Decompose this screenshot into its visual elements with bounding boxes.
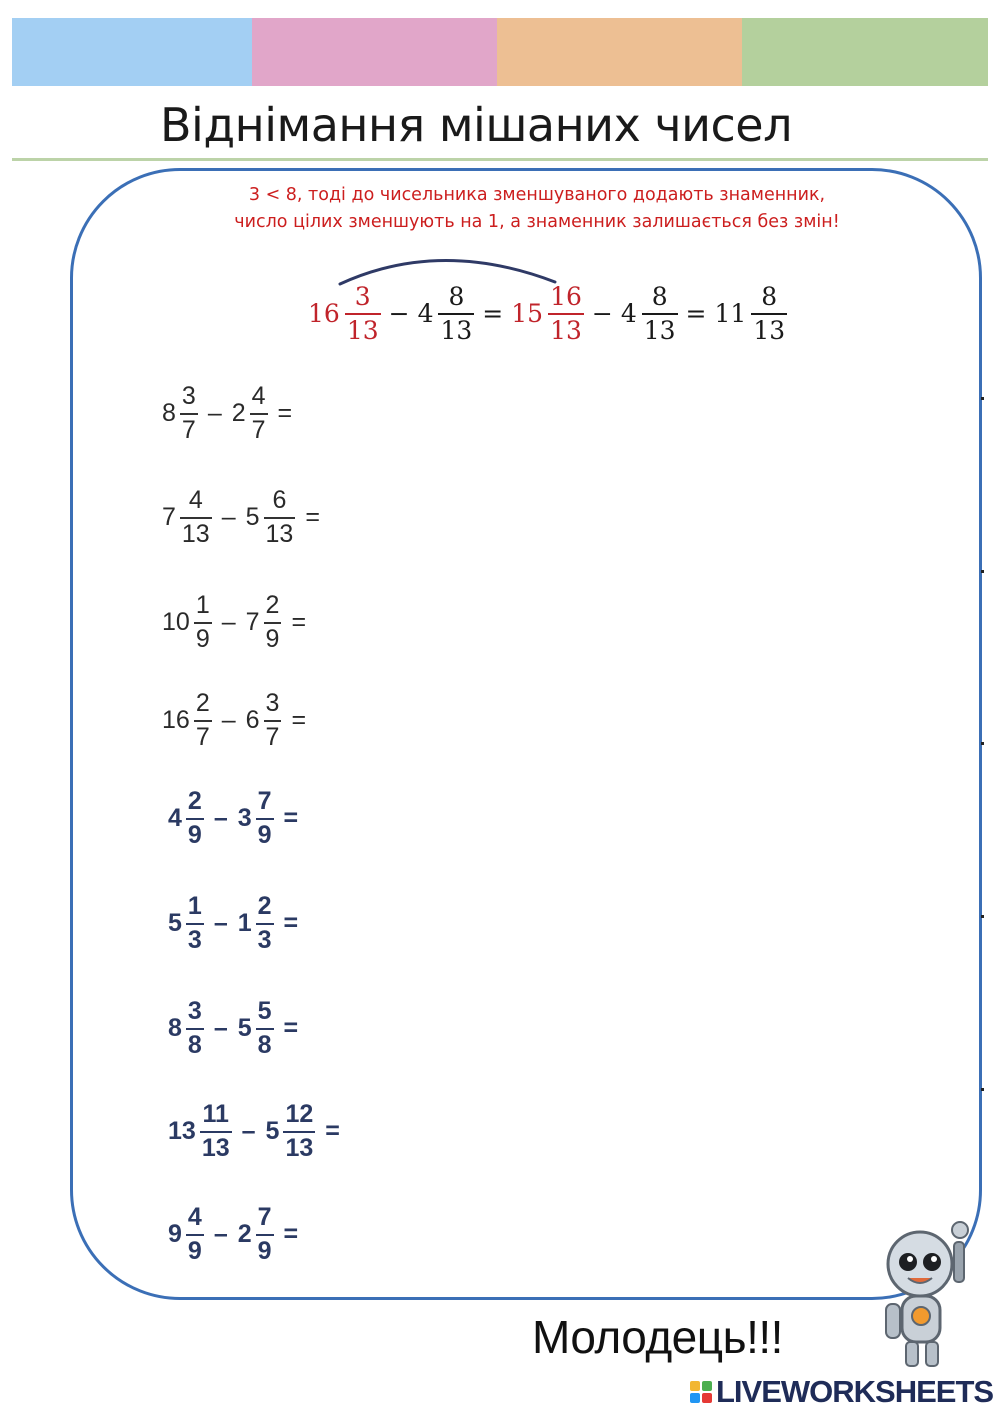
task-3 [162,592,312,653]
fraction-numerator: 6 [272,486,287,514]
liveworksheets-icon [690,1381,712,1403]
fraction-denominator: 7 [180,413,198,445]
margin-tick [981,397,984,400]
task-b-fraction [256,998,274,1059]
fraction-numerator: 1 [195,591,210,619]
task-a-whole: 8 [162,399,176,427]
example-equation [308,283,787,344]
fraction-denominator: 8 [186,1028,204,1060]
header-bar-blue [12,18,252,86]
example-minuend-whole: 16 [308,299,340,328]
margin-tick [981,915,984,918]
rule-line-2: число цілих зменшують на 1, а знаменник залишається без змін! [234,212,840,232]
rule-line-1: 3 < 8, тоді до чисельника зменшуваного додають знаменник, [248,185,826,205]
fraction-numerator: 3 [354,282,371,311]
borrow-arrow-path [340,260,555,284]
fraction-denominator: 9 [256,818,274,850]
minus-sign: – [213,1014,228,1042]
margin-tick [981,742,984,745]
margin-tick [981,570,984,573]
minus-sign: – [213,909,228,937]
equals-sign: = [291,608,307,636]
minus-sign: − [388,299,410,328]
praise-text: Молодець!!! [532,1311,783,1363]
task-b-fraction [264,690,282,751]
fraction-numerator: 4 [187,1203,202,1231]
minus-sign: – [213,804,228,832]
task-a-fraction [180,487,212,548]
task-a-fraction [194,592,212,653]
task-b-whole: 3 [237,804,252,832]
brand-text: LIVEWORKSHEETS [716,1374,994,1409]
page-title: Віднімання мішаних чисел [160,98,792,152]
task-b-fraction [256,893,274,954]
task-b-whole: 5 [245,503,260,531]
fraction-denominator: 9 [186,1234,204,1266]
example-minuend-fraction [345,283,381,344]
example-subtrahend2-fraction [642,283,678,344]
equals-sign: = [277,399,293,427]
fraction-numerator: 5 [257,997,272,1025]
fraction-numerator: 3 [181,382,196,410]
minus-sign: – [221,503,236,531]
task-b-whole: 7 [245,608,260,636]
example-subtrahend2-whole: 4 [620,299,637,328]
rule-text [192,182,882,236]
task-4 [162,690,312,751]
task-b-whole: 2 [231,399,246,427]
example-result-whole: 11 [714,299,747,328]
fraction-numerator: 2 [257,892,272,920]
fraction-numerator: 8 [448,282,465,311]
minus-sign: – [207,399,222,427]
task-b-whole: 5 [265,1117,280,1145]
margin-tick [981,1088,984,1091]
task-a-fraction [186,1204,204,1265]
minus-sign: – [221,608,236,636]
fraction-denominator: 13 [751,313,787,345]
task-a-whole: 9 [168,1220,182,1248]
task-a-fraction [194,690,212,751]
task-1 [162,383,298,444]
equals-sign: = [283,1220,299,1248]
fraction-numerator: 7 [257,787,272,815]
task-a-fraction [200,1101,232,1162]
equals-sign: = [291,706,307,734]
fraction-denominator: 13 [438,313,474,345]
fraction-denominator: 7 [250,413,268,445]
task-6 [168,893,304,954]
task-b-whole: 5 [237,1014,252,1042]
fraction-denominator: 9 [186,818,204,850]
fraction-numerator: 2 [195,689,210,717]
fraction-denominator: 13 [345,313,381,345]
example-result-fraction [751,283,787,344]
minus-sign: – [241,1117,256,1145]
task-a-fraction [186,998,204,1059]
fraction-numerator: 2 [187,787,202,815]
task-b-fraction [250,383,268,444]
task-5 [168,788,304,849]
task-a-whole: 10 [162,608,190,636]
task-7 [168,998,304,1059]
task-8 [168,1101,346,1162]
fraction-numerator: 3 [265,689,280,717]
fraction-denominator: 13 [180,517,212,549]
fraction-denominator: 7 [264,720,282,752]
equals-sign: = [685,299,707,328]
fraction-denominator: 9 [194,622,212,654]
task-a-fraction [186,788,204,849]
equals-sign: = [482,299,504,328]
task-b-whole: 1 [237,909,252,937]
equals-sign: = [283,909,299,937]
fraction-numerator: 1 [187,892,202,920]
fraction-numerator: 16 [550,282,582,311]
equals-sign: = [325,1117,340,1145]
fraction-numerator: 12 [285,1100,314,1128]
task-a-fraction [180,383,198,444]
equals-sign: = [283,1014,299,1042]
header-bar-orange [497,18,742,86]
fraction-numerator: 4 [188,486,203,514]
task-a-fraction [186,893,204,954]
task-9 [168,1204,304,1265]
task-a-whole: 5 [168,909,182,937]
fraction-numerator: 11 [202,1100,229,1128]
task-b-whole: 2 [237,1220,252,1248]
minus-sign: – [213,1220,228,1248]
fraction-numerator: 8 [651,282,668,311]
task-b-fraction [256,1204,274,1265]
header-bar-pink [252,18,497,86]
fraction-denominator: 7 [194,720,212,752]
task-b-fraction [256,788,274,849]
example-converted-fraction [548,283,584,344]
fraction-denominator: 13 [642,313,678,345]
robot-icon [868,1216,983,1376]
example-converted-whole: 15 [511,299,544,328]
fraction-numerator: 8 [761,282,778,311]
fraction-denominator: 13 [283,1131,315,1163]
equals-sign: = [305,503,320,531]
fraction-numerator: 4 [251,382,266,410]
fraction-denominator: 13 [264,517,296,549]
example-subtrahend-fraction [438,283,474,344]
task-b-fraction [264,592,282,653]
liveworksheets-logo[interactable] [690,1374,993,1410]
task-a-whole: 8 [168,1014,182,1042]
minus-sign: − [591,299,613,328]
header-bar-green [742,18,988,86]
fraction-denominator: 9 [256,1234,274,1266]
task-2 [162,487,326,548]
title-divider [12,158,988,161]
minus-sign: – [221,706,236,734]
fraction-denominator: 8 [256,1028,274,1060]
fraction-denominator: 3 [256,923,274,955]
task-b-fraction [264,487,296,548]
task-b-fraction [283,1101,315,1162]
task-a-whole: 7 [162,503,176,531]
task-a-whole: 13 [168,1117,196,1145]
fraction-denominator: 13 [548,313,584,345]
task-a-whole: 4 [168,804,182,832]
fraction-numerator: 3 [187,997,202,1025]
fraction-denominator: 3 [186,923,204,955]
example-subtrahend-whole: 4 [417,299,434,328]
fraction-numerator: 2 [265,591,280,619]
equals-sign: = [283,804,299,832]
task-b-whole: 6 [245,706,260,734]
task-a-whole: 16 [162,706,190,734]
fraction-numerator: 7 [257,1203,272,1231]
fraction-denominator: 13 [200,1131,232,1163]
fraction-denominator: 9 [264,622,282,654]
